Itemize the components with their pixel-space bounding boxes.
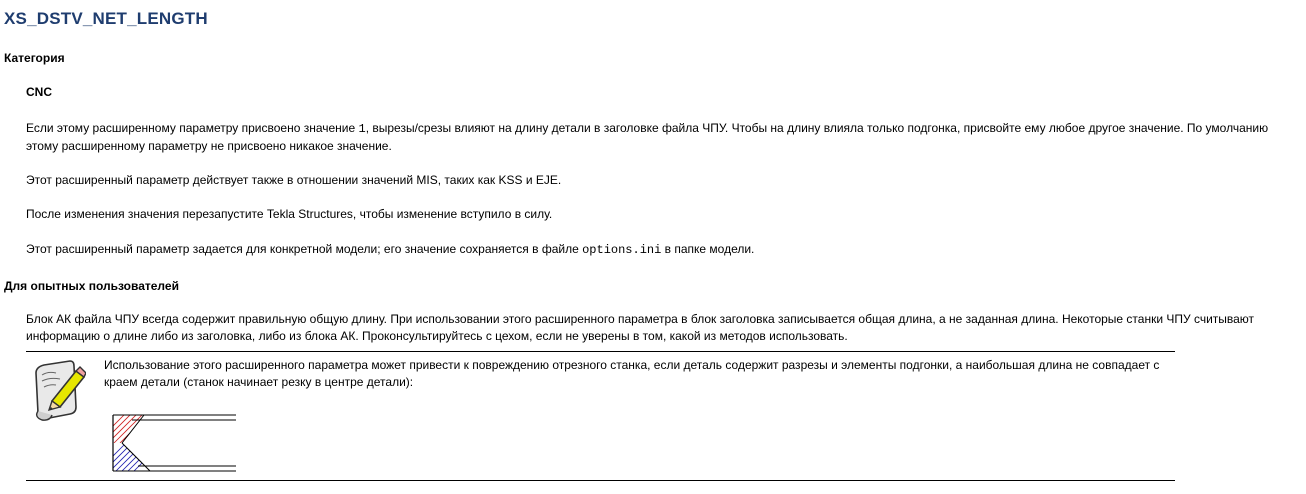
page-title: XS_DSTV_NET_LENGTH (4, 9, 208, 28)
description-text: , вырезы/срезы влияют на длину детали в заголовке файла ЧПУ. Чтобы на длину влияла только подгонка, присвойте ему любое другое значение. По умолчанию этому расширенному параметру не присвоено никакое значение. (26, 121, 1269, 153)
description-text: в папке модели. (661, 242, 755, 256)
note-pencil-icon (30, 357, 86, 423)
category-heading: Категория (4, 51, 65, 65)
description-text: Этот расширенный параметр задается для конкретной модели; его значение сохраняется в файле (26, 242, 583, 256)
description-paragraph-1 (26, 120, 1301, 155)
description-text: Если этому расширенному параметру присвоено значение (26, 121, 359, 135)
description-paragraph-3: После изменения значения перезапустите Tekla Structures, чтобы изменение вступило в силу. (26, 207, 553, 221)
description-paragraph-4 (26, 241, 1301, 259)
note-bottom-rule (26, 480, 1175, 481)
note-text: Использование этого расширенного параметра может привести к повреждению отрезного станка, если деталь содержит разрезы и элементы подгонки, а наибольшая длина не совпадает с краем детали (станок начинает резку в центре детали): (104, 358, 1160, 389)
value-code: 1 (358, 122, 366, 136)
advanced-heading: Для опытных пользователей (4, 279, 179, 293)
category-value: CNC (26, 85, 52, 99)
note-top-rule (26, 351, 1175, 352)
filename-code: options.ini (582, 243, 662, 257)
description-paragraph-2: Этот расширенный параметр действует также в отношении значений MIS, таких как KSS и EJE. (26, 173, 562, 187)
advanced-paragraph: Блок АК файла ЧПУ всегда содержит правильную общую длину. При использовании этого расширенного параметра в блок заголовка записывается общая длина, а не заданная длина. Некоторые станки ЧПУ считывают информацию о длине либо из заголовка, либо из блока АК. Проконсультируйтесь с цехом, если не уверены в том, какой из методов использовать. (26, 312, 1255, 343)
cut-profile-illustration (112, 413, 240, 473)
